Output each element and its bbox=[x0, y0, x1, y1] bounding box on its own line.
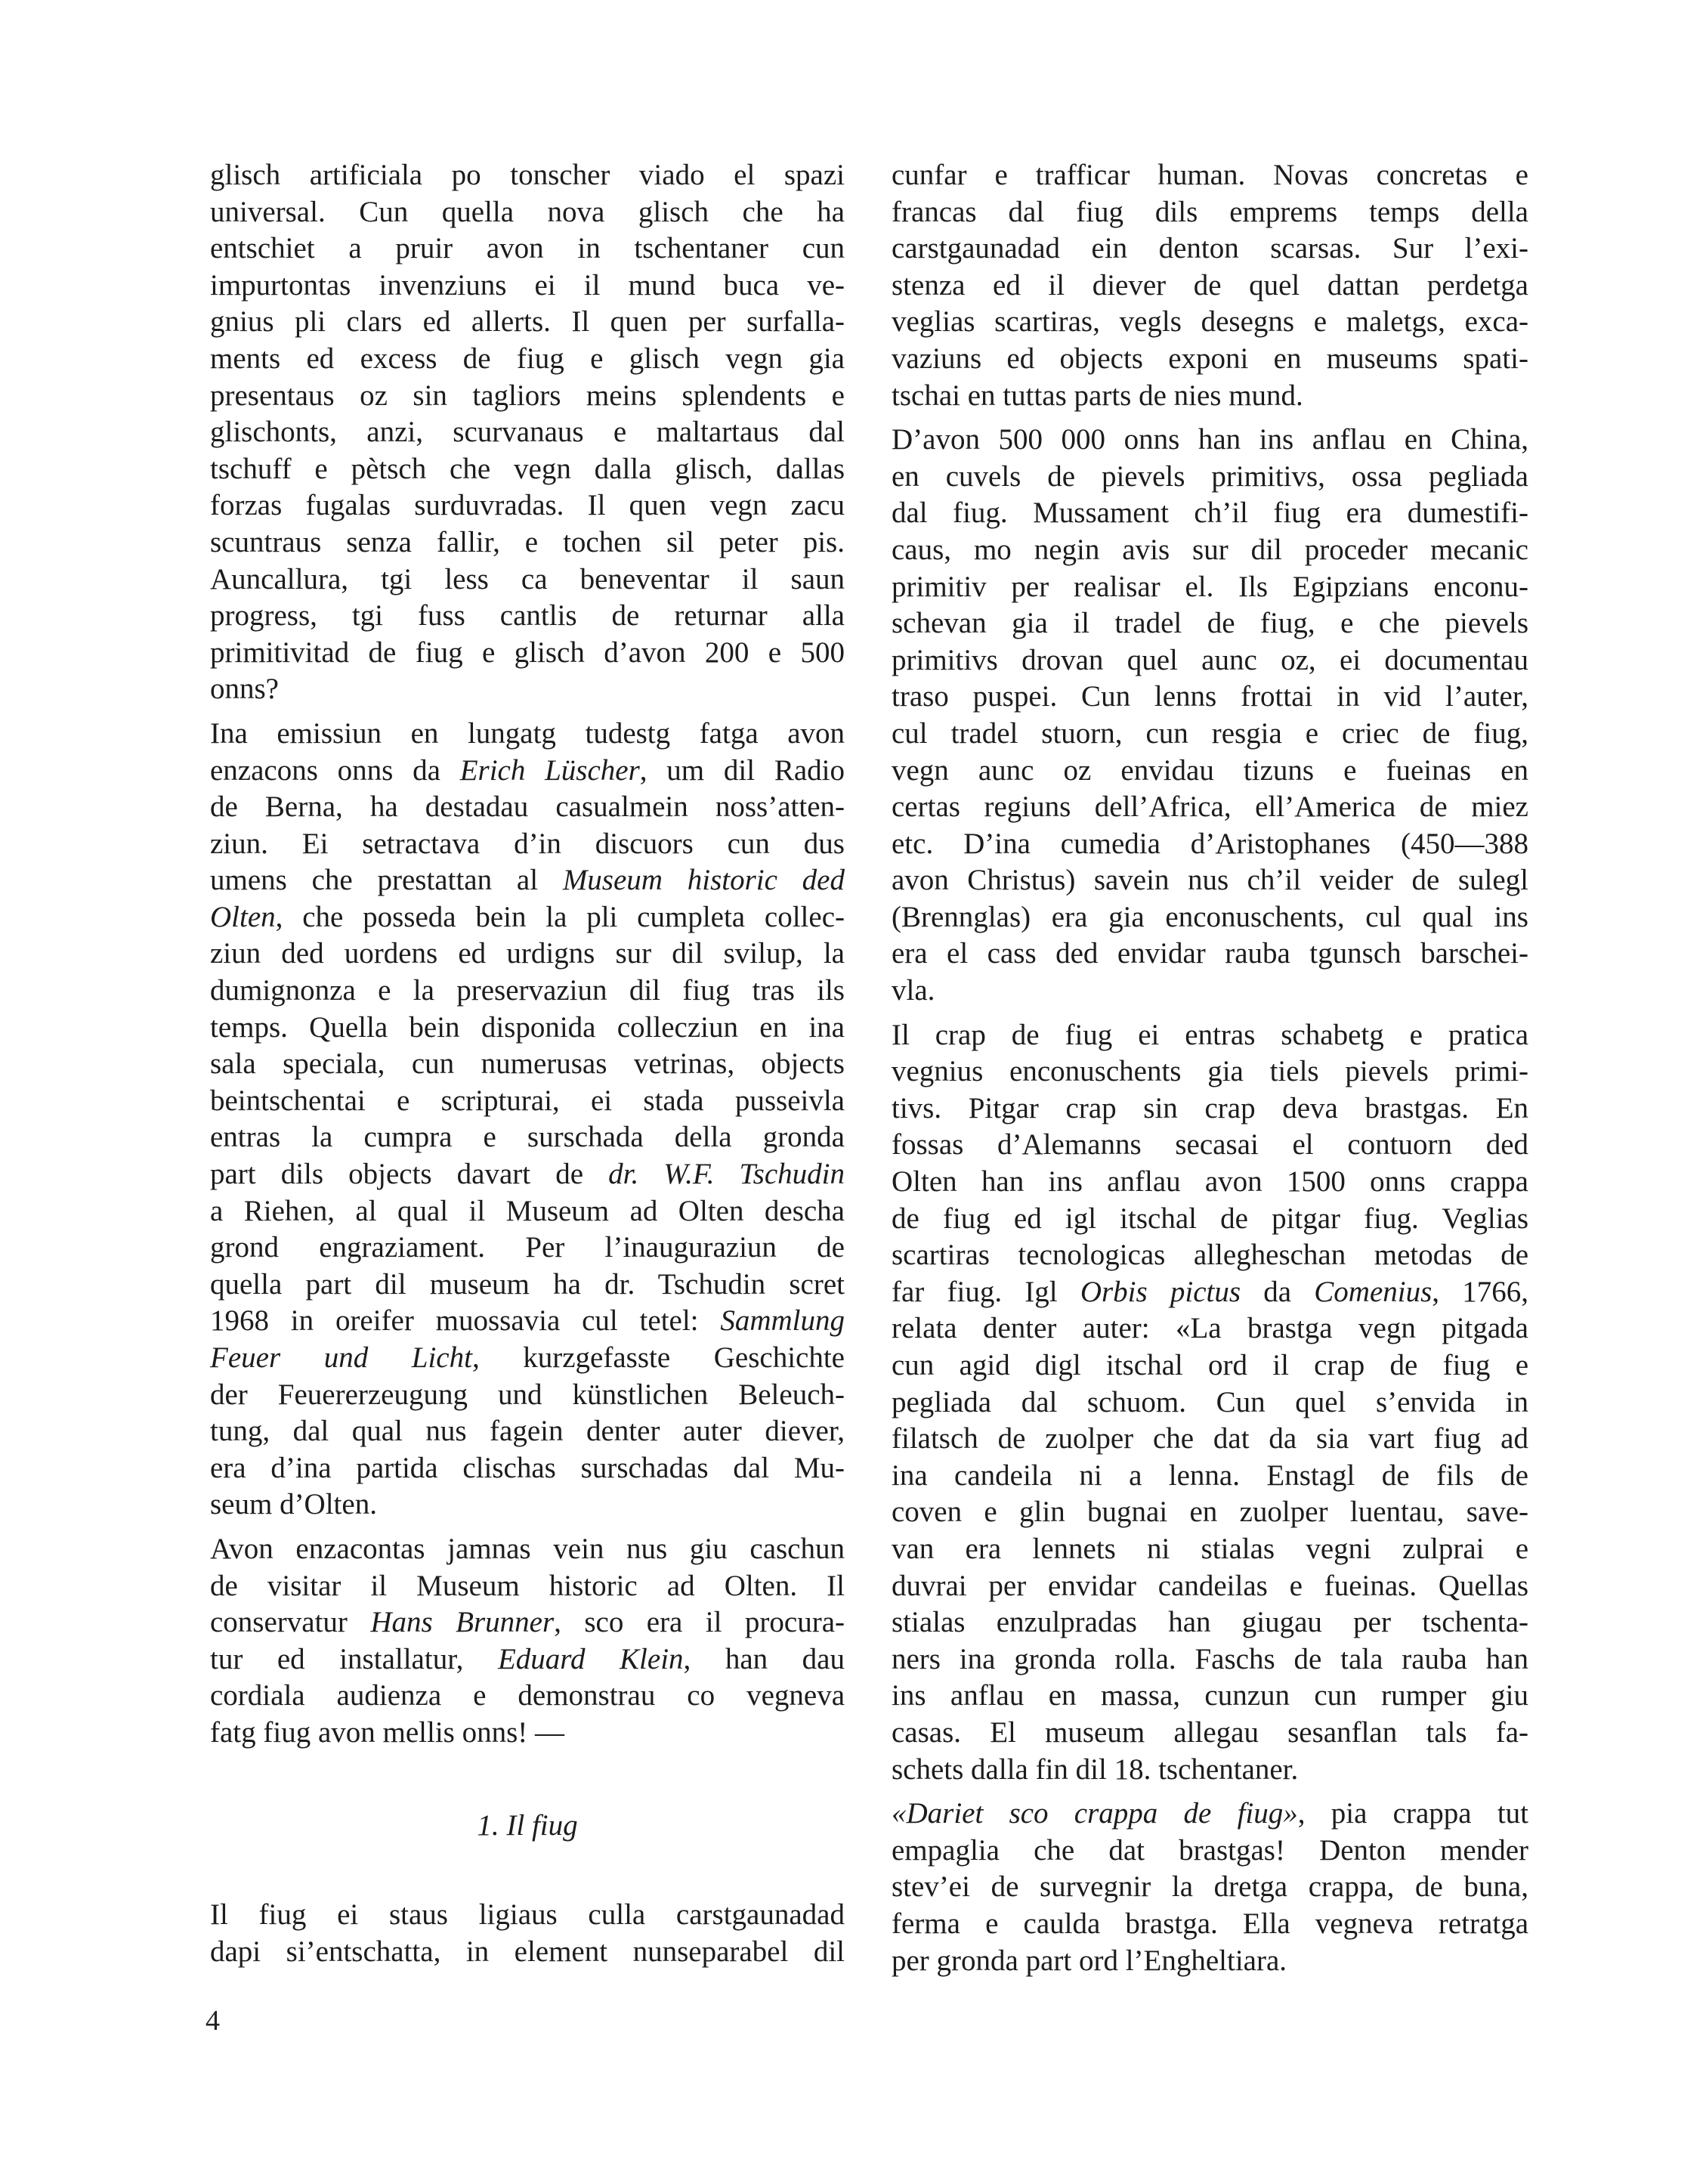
text-line: far fiug. Igl Orbis pictus da Comenius, 1766, bbox=[892, 1275, 1529, 1308]
italic-phrase: Museum historic ded bbox=[562, 864, 845, 897]
text-line: traso puspei. Cun lenns frottai in vid l’auter, bbox=[892, 680, 1528, 713]
text-line: fatg fiug avon mellis onns! — bbox=[210, 1715, 565, 1749]
text-line: ina candeila ni a lenna. Enstagl de fils de bbox=[892, 1459, 1528, 1492]
text-line: stev’ei de survegnir la dretga crappa, de buna, bbox=[892, 1870, 1528, 1904]
text-line: van era lennets ni stialas vegni zulprai e bbox=[892, 1532, 1528, 1565]
text-line: era d’ina partida clischas surschadas dal Mu- bbox=[210, 1451, 845, 1484]
text-line: dal fiug. Mussament ch’il fiug era dumestifi- bbox=[892, 497, 1528, 530]
text-line: part dils objects davart de dr. W.F. Tschudin bbox=[210, 1158, 845, 1191]
text-line: umens che prestattan al Museum historic ded bbox=[210, 864, 845, 897]
text-line: veglias scartiras, vegls desegns e maletgs, exca- bbox=[892, 305, 1528, 339]
paragraph bbox=[210, 157, 845, 708]
paragraph bbox=[210, 1897, 845, 1970]
text-line: enzacons onns da Erich Lüscher, um dil Radio bbox=[210, 753, 845, 787]
text-line: tur ed installatur, Eduard Klein, han dau bbox=[210, 1642, 845, 1675]
text-line: empaglia che dat brastgas! Denton mender bbox=[892, 1833, 1528, 1867]
text-line: scartiras tecnologicas allegheschan metodas de bbox=[892, 1239, 1528, 1272]
text-line: D’avon 500 000 onns han ins anflau en China, bbox=[892, 423, 1528, 456]
italic-phrase: Feuer und Licht bbox=[210, 1341, 472, 1374]
text-line: de Berna, ha destadau casualmein noss’atten- bbox=[210, 790, 845, 824]
text-line: relata denter auter: «La brastga vegn pitgada bbox=[892, 1312, 1528, 1345]
text-line: universal. Cun quella nova glisch che ha bbox=[210, 195, 845, 228]
paragraph bbox=[210, 1531, 845, 1752]
text-line: Avon enzacontas jamnas vein nus giu caschun bbox=[210, 1532, 845, 1565]
text-line: Olten, che posseda bein la pli cumpleta collec- bbox=[210, 900, 845, 933]
text-line: casas. El museum allegau sesanflan tals fa- bbox=[892, 1715, 1528, 1749]
text-line: tung, dal qual nus fagein denter auter diever, bbox=[210, 1415, 845, 1448]
text-line: caus, mo negin avis sur dil proceder mecanic bbox=[892, 533, 1528, 566]
text-line: Auncallura, tgi less ca beneventar il saun bbox=[210, 562, 845, 595]
text-line: certas regiuns dell’Africa, ell’America de miez bbox=[892, 790, 1528, 824]
text-line: grond engraziament. Per l’inauguraziun de bbox=[210, 1231, 845, 1264]
text-line: vegnius enconuschents gia tiels pievels primi- bbox=[892, 1055, 1528, 1088]
text-line: cunfar e trafficar human. Novas concretas e bbox=[892, 159, 1528, 191]
text-line: forzas fugalas surduvradas. Il quen vegn zacu bbox=[210, 489, 845, 522]
text-line: der Feuererzeugung und künstlichen Beleuch- bbox=[210, 1378, 845, 1411]
text-line: onns? bbox=[210, 673, 279, 706]
text-line: tschuff e pètsch che vegn dalla glisch, dallas bbox=[210, 452, 845, 485]
text-line: progress, tgi fuss cantlis de returnar alla bbox=[210, 599, 845, 633]
text-line: primitivs drovan quel aunc oz, ei documentau bbox=[892, 643, 1528, 676]
italic-phrase: Comenius bbox=[1314, 1275, 1432, 1308]
text-line: tschai en tuttas parts de nies mund. bbox=[892, 379, 1303, 412]
text-line: francas dal fiug dils emprems temps della bbox=[892, 195, 1528, 228]
paragraph bbox=[892, 157, 1528, 414]
paragraph bbox=[210, 716, 845, 1524]
italic-phrase: Olten bbox=[210, 900, 276, 933]
text-line: dapi si’entschatta, in element nunseparabel dil bbox=[210, 1935, 845, 1968]
text-line: schets dalla fin dil 18. tschentaner. bbox=[892, 1752, 1299, 1786]
text-line: era el cass ded envidar rauba tgunsch barschei- bbox=[892, 937, 1528, 970]
text-line: a Riehen, al qual il Museum ad Olten descha bbox=[210, 1194, 845, 1227]
page-number: 4 bbox=[206, 2005, 220, 2037]
text-line: stenza ed il diever de quel dattan perdetga bbox=[892, 268, 1528, 302]
text-line: stialas enzulpradas han giugau per tschenta- bbox=[892, 1606, 1528, 1639]
text-line: seum d’Olten. bbox=[210, 1488, 377, 1521]
text-line: vla. bbox=[892, 974, 935, 1007]
text-line: primitivitad de fiug e glisch d’avon 200 e 500 bbox=[210, 636, 845, 669]
text-line: quella part dil museum ha dr. Tschudin scret bbox=[210, 1267, 845, 1301]
text-line: beintschentai e scripturai, ei stada pusseivla bbox=[210, 1084, 845, 1117]
text-line: Il fiug ei staus ligiaus culla carstgaunadad bbox=[210, 1898, 845, 1932]
text-line: Il crap de fiug ei entras schabetg e pratica bbox=[892, 1018, 1528, 1051]
text-line: fossas d’Alemanns secasai el contuorn ded bbox=[892, 1128, 1528, 1162]
text-line: sala speciala, cun numerusas vetrinas, objects bbox=[210, 1047, 845, 1081]
text-line: primitiv per realisar el. Ils Egipzians enconu- bbox=[892, 570, 1528, 603]
text-line: de fiug ed igl itschal de pitgar fiug. Veglias bbox=[892, 1202, 1528, 1235]
text-line: Ina emissiun en lungatg tudestg fatga avon bbox=[210, 716, 845, 750]
text-line: glisch artificiala po tonscher viado el spazi bbox=[210, 159, 845, 191]
text-line: entschiet a pruir avon in tschentaner cun bbox=[210, 232, 845, 265]
text-line: dumignonza e la preservaziun dil fiug tras ils bbox=[210, 974, 845, 1007]
text-line: Feuer und Licht, kurzgefasste Geschichte bbox=[210, 1341, 845, 1374]
text-line: vaziuns ed objects exponi en museums spati- bbox=[892, 342, 1528, 375]
text-line: ments ed excess de fiug e glisch vegn gia bbox=[210, 342, 845, 375]
italic-phrase: Sammlung bbox=[720, 1304, 845, 1338]
text-line: gnius pli clars ed allerts. Il quen per surfalla- bbox=[210, 305, 845, 339]
text-line: temps. Quella bein disponida collecziun en ina bbox=[210, 1010, 845, 1044]
text-line: schevan gia il tradel de fiug, e che pievels bbox=[892, 607, 1528, 640]
text-line: presentaus oz sin tagliors meins splendents e bbox=[210, 379, 845, 412]
italic-phrase: Hans Brunner bbox=[370, 1606, 555, 1639]
text-line: carstgaunadad ein denton scarsas. Sur l’exi- bbox=[892, 232, 1528, 265]
text-line: de visitar il Museum historic ad Olten. Il bbox=[210, 1569, 845, 1602]
italic-phrase: dr. W.F. Tschudin bbox=[608, 1158, 845, 1191]
text-line: etc. D’ina cumedia d’Aristophanes (450—388 bbox=[892, 827, 1528, 860]
text-line: scuntraus senza fallir, e tochen sil peter pis. bbox=[210, 525, 845, 558]
italic-phrase: Eduard Klein bbox=[497, 1642, 684, 1675]
text-line: cordiala audienza e demonstrau co vegneva bbox=[210, 1679, 845, 1712]
text-line: vegn aunc oz envidau tizuns e fueinas en bbox=[892, 753, 1528, 787]
text-line: cul tradel stuorn, cun resgia e criec de fiug, bbox=[892, 716, 1528, 750]
text-line: cun agid digl itschal ord il crap de fiug e bbox=[892, 1349, 1528, 1381]
text-line: ferma e caulda brastga. Ella vegneva retratga bbox=[892, 1907, 1528, 1940]
text-line: conservatur Hans Brunner, sco era il procura- bbox=[210, 1606, 845, 1639]
text-line: ziun ded uordens ed urdigns sur dil svilup, la bbox=[210, 937, 845, 970]
section-heading: 1. Il fiug bbox=[477, 1808, 578, 1842]
text-line: «Dariet sco crappa de fiug», pia crappa tut bbox=[892, 1797, 1529, 1830]
right-column bbox=[892, 157, 1528, 1987]
italic-phrase: «Dariet sco crappa de fiug» bbox=[892, 1797, 1298, 1830]
text-line: avon Christus) savein nus ch’il veider de sulegl bbox=[892, 864, 1528, 897]
italic-phrase: Erich Lüscher bbox=[459, 753, 640, 787]
text-line: glischonts, anzi, scurvanaus e maltartaus dal bbox=[210, 416, 845, 449]
text-line: tivs. Pitgar crap sin crap deva brastgas. En bbox=[892, 1091, 1528, 1124]
text-line: filatsch de zuolper che dat da sia vart fiug ad bbox=[892, 1422, 1528, 1455]
text-line: ners ina gronda rolla. Faschs de tala rauba han bbox=[892, 1642, 1528, 1675]
text-line: (Brennglas) era gia enconuschents, cul qual ins bbox=[892, 900, 1528, 933]
text-line: Olten han ins anflau avon 1500 onns crappa bbox=[892, 1165, 1528, 1199]
text-line: coven e glin bugnai en zuolper luentau, save- bbox=[892, 1496, 1528, 1529]
left-column bbox=[210, 157, 845, 1978]
italic-phrase: Orbis pictus bbox=[1080, 1275, 1241, 1308]
text-line: pegliada dal schuom. Cun quel s’envida in bbox=[892, 1385, 1528, 1418]
paragraph bbox=[892, 1796, 1528, 1979]
text-line: entras la cumpra e surschada della gronda bbox=[210, 1121, 845, 1154]
text-line: duvrai per envidar candeilas e fueinas. Quellas bbox=[892, 1569, 1528, 1602]
text-line: impurtontas invenziuns ei il mund buca ve- bbox=[210, 268, 845, 302]
text-line: 1968 in oreifer muossavia cul tetel: Sammlung bbox=[210, 1304, 845, 1338]
text-line: per gronda part ord l’Engheltiara. bbox=[892, 1944, 1287, 1977]
text-line: en cuvels de pievels primitivs, ossa pegliada bbox=[892, 459, 1528, 493]
text-line: ins anflau en massa, cunzun cun rumper giu bbox=[892, 1679, 1528, 1712]
text-line: ziun. Ei setractava d’in discuors cun dus bbox=[210, 827, 845, 860]
paragraph bbox=[892, 1017, 1528, 1788]
paragraph bbox=[892, 422, 1528, 1010]
